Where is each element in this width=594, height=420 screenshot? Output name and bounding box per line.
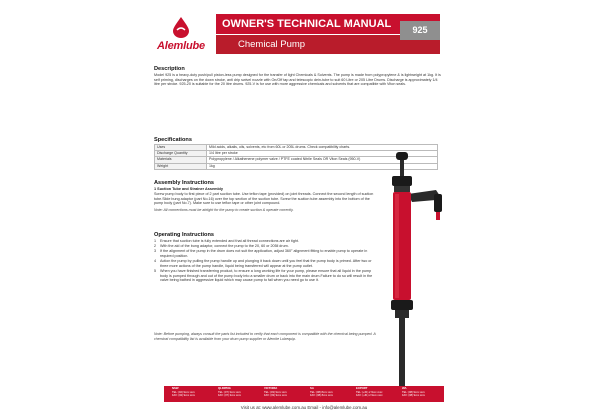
office-line: FAX: (07) 3xxx xxxx — [218, 394, 241, 397]
spec-label: Weight — [155, 163, 207, 169]
list-item — [154, 249, 374, 258]
office-line: TEL: (02) 9xxx xxxx — [172, 390, 195, 394]
step-number: 5 — [154, 268, 157, 273]
operating-heading: Operating Instructions — [154, 232, 214, 238]
office-name: VICTORIA — [264, 386, 278, 390]
website-email-line[interactable]: Visit us at: www.alemlube.com.au Email - info@alemlube.com.au — [240, 405, 368, 410]
spec-label: Discharge Quantity — [155, 151, 207, 157]
operating-steps — [154, 239, 374, 283]
office-line: TEL: (08) 9xxx xxxx — [402, 390, 425, 394]
office-name: QLD/PNG — [218, 386, 231, 390]
office-name: SA — [310, 386, 314, 390]
model-number-badge: 925 — [400, 21, 440, 40]
step-text: Action the pump by pulling the pump handle up and plunging it back down until you feel that the pump body is primed. After two or three more actions of the pump handle, liquid being transferred will appear at the pump outlet. — [160, 259, 372, 268]
step-number: 2 — [154, 244, 157, 249]
spec-value: 1/4 litre per stroke — [207, 151, 438, 157]
operating-note: Note: Before pumping, always consult the parts list included to verify that each component is compatible with the chemical being pumped. A chemical compatibility list is available from your drum pump supplier or Alemite Lubequip. — [154, 332, 376, 341]
assembly-subheading: 1 Suction Tube and Strainer Assembly — [154, 187, 223, 191]
office-line: FAX: (02) 9xxx xxxx — [172, 394, 195, 397]
step-number: 3 — [154, 249, 157, 254]
office-line: FAX: (+61) 2 9xxx xxxx — [356, 394, 383, 397]
step-number: 1 — [154, 239, 157, 243]
footer-column — [356, 387, 396, 397]
office-name: EXPORT — [356, 386, 368, 390]
step-text: When you have finished transferring product, to ensure a long working life for your pump, please ensure that all liquid in the pump body is pumped through and out of the pump body into a smaller drum or back into the main drum.Failure to do so will result in the valve being bathed in aggressive liquid which may cause pump to fail when you need go to use it. — [160, 268, 373, 283]
spec-label: Materials — [155, 157, 207, 163]
list-item — [154, 269, 374, 283]
spec-value: Mild acids, alkalis, oils, solvents, etc from 60L or 205L drums. Check compatibility charts. — [207, 145, 438, 151]
step-number: 4 — [154, 259, 157, 264]
step-text: Ensure that suction tube is fully extended and that all thread connections are air tight. — [160, 239, 299, 243]
office-line: FAX: (08) 8xxx xxxx — [310, 394, 333, 397]
description-section — [154, 66, 444, 87]
assembly-section — [154, 180, 374, 212]
spec-label: Uses — [155, 145, 207, 151]
specifications-heading: Specifications — [154, 137, 192, 143]
footer-column — [310, 387, 350, 397]
step-text: If the alignment of the pump in the drum does not suit the application, adjust 360° alignment fitting to enable pump to operate in required position. — [160, 249, 368, 258]
office-line: FAX: (03) 9xxx xxxx — [264, 394, 287, 397]
footer-column — [402, 387, 442, 397]
list-item — [154, 244, 374, 249]
assembly-heading: Assembly Instructions — [154, 180, 214, 186]
operating-section — [154, 232, 374, 283]
office-line: TEL: (+61) 2 9xxx xxxx — [356, 390, 383, 394]
product-subtitle: Chemical Pump — [216, 35, 440, 54]
office-line: TEL: (08) 8xxx xxxx — [310, 390, 333, 394]
office-line: TEL: (03) 9xxx xxxx — [264, 390, 287, 394]
office-line: FAX: (08) 9xxx xxxx — [402, 394, 425, 397]
drop-icon — [172, 16, 190, 38]
footer-column — [264, 387, 304, 397]
spec-value: Polypropylene / Alkathenene polymer valve / PTFE coated Nitrile Seals OR Viton Seals (950-V) — [207, 157, 438, 163]
footer-column — [218, 387, 258, 397]
pump-illustration — [376, 150, 446, 400]
manual-title: OWNER'S TECHNICAL MANUAL — [216, 14, 440, 34]
footer-contacts — [164, 386, 444, 402]
alemlube-logo — [150, 14, 212, 66]
logo-text: Alemlube — [157, 40, 205, 52]
office-line: TEL: (07) 3xxx xxxx — [218, 390, 241, 394]
spec-value: 1kg — [207, 163, 438, 169]
description-text: Model 925 is a heavy-duty push/pull piston-less pump designed for the transfer of light Chemicals & Solvents. The pump is made from polypropylene & is lightweight at 1kg. It is self priming, discharges on the down stroke, anti drip swivel nozzle with On/Off tap and telescopic dein-tube to suit 60 Litre or 205 Litre Drums. Discharge is approximately 1/4 litre per stroke. 925-20 is suitable for the 20 litre drums. 925-V is for use with more aggressive chemicals and solvents that are compatible with Viton seals. — [154, 73, 441, 87]
step-text: With the aid of the bung adaptor, connect the pump to the 20, 60 or 205ll drum. — [160, 244, 289, 249]
assembly-text: Screw pump body to first piece of 2 part suction tube. Use teflon tape (provided) on joint threads. Connect the second length of suction tube.Slide bung adaptor (part No.16) over the top section of the suction tube. Screw the suction tube assembly into the bottom of the pump body (part No.7). Make sure to use teflon tape or other joint compound. — [154, 192, 374, 206]
office-name: WA — [402, 386, 407, 390]
assembly-note: Note: All connections must be airtight for the pump to create suction & operate correctly. — [154, 207, 294, 212]
office-name: NSW — [172, 386, 179, 390]
list-item — [154, 239, 374, 244]
list-item — [154, 259, 374, 268]
footer-column — [172, 387, 212, 397]
description-heading: Description — [154, 66, 185, 72]
